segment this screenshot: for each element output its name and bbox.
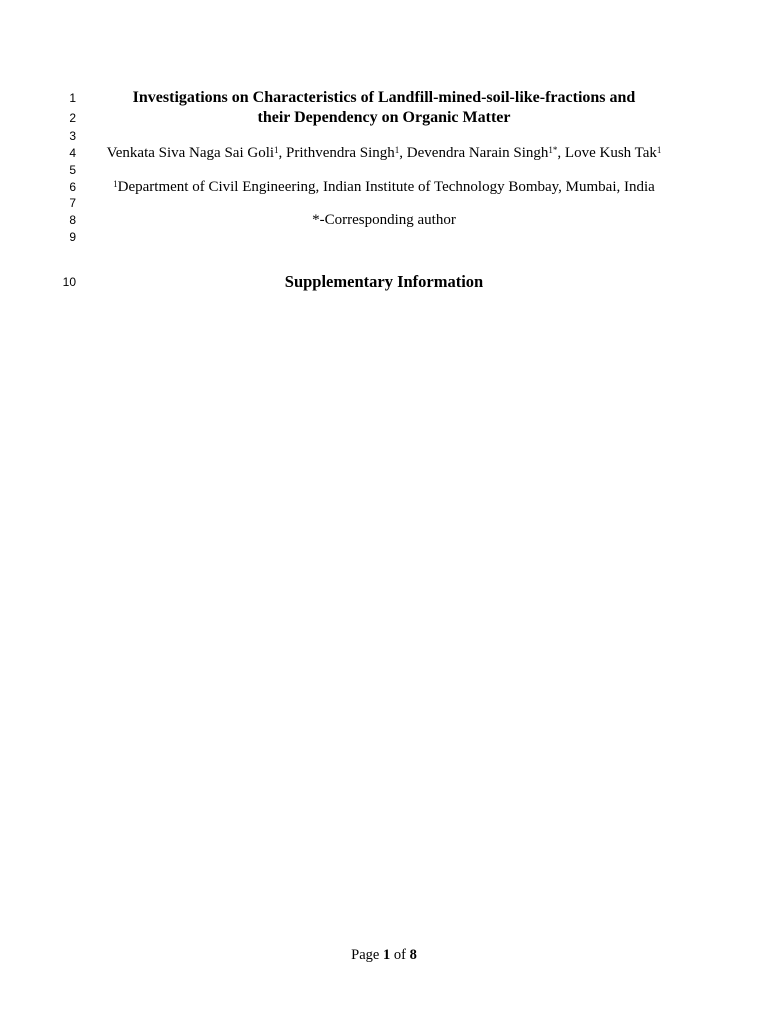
affiliation-text: Department of Civil Engineering, Indian Institute of Technology Bombay, Mumbai, India	[117, 179, 655, 195]
paper-title-line-2: their Dependency on Organic Matter	[257, 109, 511, 126]
author-separator: ,	[278, 145, 287, 161]
line-number: 3	[69, 129, 76, 143]
page-of-label: of	[390, 947, 410, 963]
line-number: 7	[69, 196, 76, 210]
manuscript-line-3	[0, 127, 768, 145]
author-separator: ,	[399, 145, 407, 161]
author-name: Prithvendra Singh	[286, 145, 395, 161]
current-page-number: 1	[382, 947, 391, 963]
manuscript-line-8	[0, 211, 768, 229]
page-label: Page	[351, 947, 383, 963]
section-heading: Supplementary Information	[284, 272, 484, 291]
author-name: Devendra Narain Singh	[406, 145, 549, 161]
manuscript-line-2	[0, 109, 768, 127]
total-page-count: 8	[409, 947, 417, 963]
manuscript-line-7	[0, 194, 768, 212]
line-number: 8	[69, 213, 76, 227]
line-number: 6	[69, 180, 76, 194]
author-affiliation-mark: 1*	[548, 145, 558, 155]
page-footer	[0, 946, 768, 964]
author-name: Venkata Siva Naga Sai Goli	[106, 145, 275, 161]
manuscript-line-5	[0, 161, 768, 179]
line-number: 2	[69, 111, 76, 125]
manuscript-line-4	[0, 144, 768, 162]
author-affiliation-mark: 1	[394, 145, 400, 155]
line-number: 10	[62, 275, 76, 289]
paper-title-line-1: Investigations on Characteristics of Landfill-mined-soil-like-fractions and	[132, 89, 636, 106]
line-number: 9	[69, 230, 76, 244]
manuscript-line-10	[0, 273, 768, 291]
author-separator: ,	[557, 145, 565, 161]
line-number: 4	[69, 146, 76, 160]
corresponding-author-note: *-Corresponding author	[312, 212, 456, 228]
author-name: Love Kush Tak	[564, 145, 657, 161]
manuscript-line-9	[0, 228, 768, 246]
author-list	[90, 144, 678, 162]
line-number: 1	[69, 91, 76, 105]
author-affiliation-mark: 1	[656, 145, 662, 155]
line-number: 5	[69, 163, 76, 177]
author-affiliation-mark: 1	[274, 145, 279, 155]
manuscript-line-1	[0, 89, 768, 107]
affiliation-mark: 1	[113, 179, 118, 189]
